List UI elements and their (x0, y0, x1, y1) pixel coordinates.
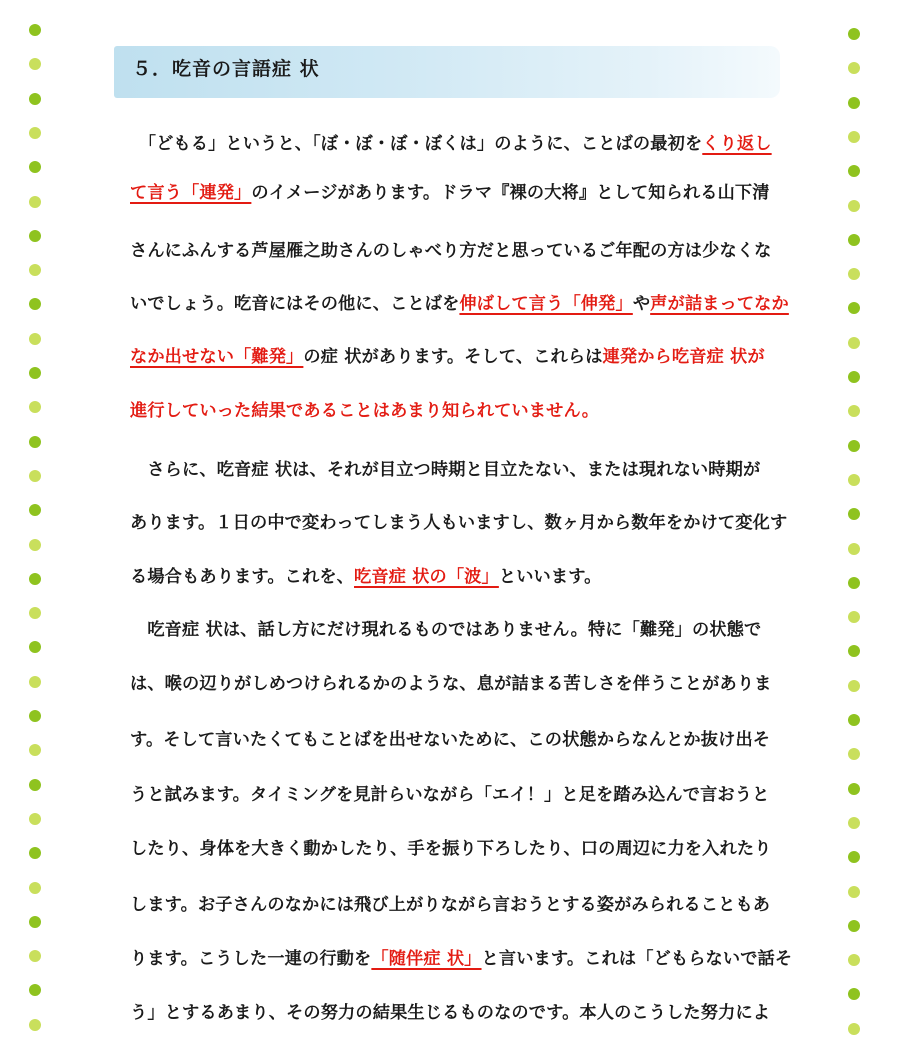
emphasis-segment: くり返し (702, 134, 772, 154)
border-dot (848, 200, 860, 212)
border-dot (29, 916, 41, 928)
border-dot (29, 573, 41, 585)
border-dot (29, 641, 41, 653)
text-segment: る場合もあります。これを、 (130, 567, 355, 587)
border-dot (29, 298, 41, 310)
emphasis-segment: て言う「連発」 (130, 183, 252, 203)
border-dot (848, 920, 860, 932)
border-dot (29, 813, 41, 825)
border-dot (29, 436, 41, 448)
border-dot (848, 62, 860, 74)
border-dot (29, 161, 41, 173)
text-segment: うと試みます。タイミングを見計らいながら「エイ！」と足を踏み込んで言おうと (130, 785, 770, 805)
text-line (130, 732, 830, 749)
border-dot (848, 440, 860, 452)
border-dot (848, 405, 860, 417)
section-heading: ５．吃音の言語症 状 (132, 58, 320, 80)
border-dot (29, 93, 41, 105)
emphasis-segment: 連発から吃音症 状が (602, 347, 765, 367)
border-dot (848, 577, 860, 589)
text-line (130, 243, 830, 260)
border-dot (29, 744, 41, 756)
border-dot (848, 714, 860, 726)
text-segment: といいます。 (498, 567, 602, 587)
border-dot (848, 886, 860, 898)
text-line (130, 296, 830, 313)
border-dot (848, 474, 860, 486)
text-line (130, 136, 830, 153)
border-dot (848, 645, 860, 657)
text-line (130, 569, 830, 586)
text-segment: す。そして言いたくてもことばを出せないために、この状態からなんとか抜け出そ (130, 730, 771, 750)
text-segment: は、喉の辺りがしめつけられるかのような、息が詰まる苦しさを伴うことがありま (130, 674, 772, 694)
text-segment: さんにふんする芦屋雁之助さんのしゃべり方だと思っているご年配の方は少なくな (130, 241, 772, 261)
text-segment: さらに、吃音症 状は、それが目立つ時期と目立たない、または現れない時期が (130, 460, 761, 480)
border-dot (848, 234, 860, 246)
emphasis-segment: 伸ばして言う「伸発」 (459, 294, 633, 314)
border-dot (848, 508, 860, 520)
emphasis-segment: なか出せない「難発」 (130, 347, 304, 367)
text-segment: いでしょう。吃音にはその他に、ことばを (130, 294, 460, 314)
border-dot (29, 607, 41, 619)
border-dot (848, 954, 860, 966)
border-dot (29, 539, 41, 551)
text-segment: と言います。これは「どもらないで話そ (481, 949, 793, 969)
text-segment: ります。こうした一連の行動を (130, 949, 372, 969)
border-dot (848, 783, 860, 795)
border-dot (848, 302, 860, 314)
text-segment: したり、身体を大きく動かしたり、手を振り下ろしたり、口の周辺に力を入れたり (130, 839, 772, 859)
text-line (130, 1005, 830, 1022)
border-dot (29, 264, 41, 276)
border-dot (29, 470, 41, 482)
border-dot (29, 367, 41, 379)
emphasis-segment: 進行していった結果であることはあまり知られていません。 (130, 401, 600, 421)
border-dot (848, 988, 860, 1000)
right-dot-border (848, 0, 862, 1049)
text-line (130, 515, 830, 532)
left-dot-border (29, 0, 43, 1049)
text-line (130, 349, 830, 366)
border-dot (848, 131, 860, 143)
text-line (130, 897, 830, 914)
border-dot (29, 676, 41, 688)
border-dot (848, 1023, 860, 1035)
border-dot (848, 97, 860, 109)
border-dot (848, 268, 860, 280)
border-dot (29, 230, 41, 242)
border-dot (29, 950, 41, 962)
text-line (130, 403, 830, 420)
text-segment: のイメージがあります。ドラマ『裸の大将』として知られる山下清 (251, 183, 770, 203)
border-dot (29, 401, 41, 413)
border-dot (29, 127, 41, 139)
text-segment: の症 状があります。そして、これらは (303, 347, 603, 367)
border-dot (848, 748, 860, 760)
text-line (130, 787, 830, 804)
emphasis-segment: 声が詰まってなか (650, 294, 789, 314)
border-dot (29, 984, 41, 996)
border-dot (29, 58, 41, 70)
border-dot (848, 165, 860, 177)
border-dot (848, 371, 860, 383)
text-segment: 「どもる」というと、「ぼ・ぼ・ぼ・ぼくは」のように、ことばの最初を (130, 134, 703, 154)
text-segment: 吃音症 状は、話し方にだけ現れるものではありません。特に「難発」の状態で (130, 620, 762, 640)
border-dot (29, 1019, 41, 1031)
text-segment: あります。１日の中で変わってしまう人もいますし、数ヶ月から数年をかけて変化す (130, 513, 788, 533)
text-line (130, 185, 830, 202)
border-dot (848, 680, 860, 692)
text-line (130, 676, 830, 693)
border-dot (29, 847, 41, 859)
border-dot (29, 24, 41, 36)
border-dot (29, 882, 41, 894)
text-segment: します。お子さんのなかには飛び上がりながら言おうとする姿がみられることもあ (130, 895, 771, 915)
emphasis-segment: 「随伴症 状」 (371, 949, 482, 969)
text-segment: う」とするあまり、その努力の結果生じるものなのです。本人のこうした努力によ (130, 1003, 771, 1023)
border-dot (848, 817, 860, 829)
border-dot (848, 28, 860, 40)
border-dot (848, 337, 860, 349)
border-dot (848, 851, 860, 863)
emphasis-segment: 吃音症 状の「波」 (354, 567, 499, 587)
border-dot (29, 710, 41, 722)
text-line (130, 462, 830, 479)
border-dot (29, 504, 41, 516)
border-dot (29, 333, 41, 345)
border-dot (29, 779, 41, 791)
border-dot (848, 611, 860, 623)
text-line (130, 841, 830, 858)
text-segment: や (632, 294, 651, 314)
text-line (130, 951, 830, 968)
border-dot (848, 543, 860, 555)
border-dot (29, 196, 41, 208)
text-line (130, 622, 830, 639)
